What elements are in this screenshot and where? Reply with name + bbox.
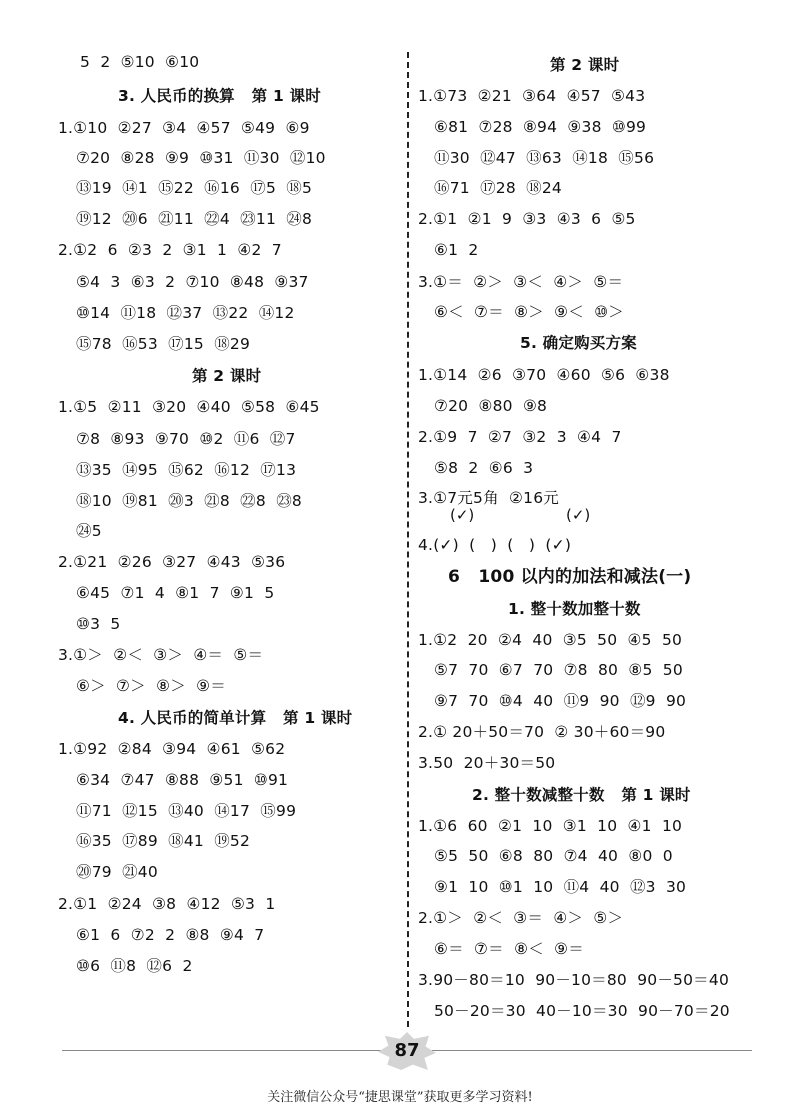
- answer-line: ⑨1 10 ⑩1 10 ⑪4 40 ⑫3 30: [434, 878, 687, 896]
- answer-line: ⑬35 ⑭95 ⑮62 ⑯12 ⑰13: [76, 461, 297, 479]
- column-divider: [407, 52, 409, 1027]
- answer-line: 3.①＞ ②＜ ③＞ ④＝ ⑤＝: [58, 646, 264, 664]
- section-heading: 第 2 课时: [192, 367, 262, 385]
- footer-note: 关注微信公众号“捷思课堂”获取更多学习资料!: [267, 1090, 533, 1105]
- answer-line: ⑯35 ⑰89 ⑱41 ⑲52: [76, 832, 251, 850]
- footer-rule-right: [432, 1050, 752, 1051]
- answer-line: 1.①73 ②21 ③64 ④57 ⑤43: [418, 87, 646, 105]
- answer-line: ⑤5 50 ⑥8 80 ⑦4 40 ⑧0 0: [434, 847, 673, 865]
- answer-line: 4.(✓) ( ) ( ) (✓): [418, 536, 572, 554]
- answer-line: 2.① 20＋50＝70 ② 30＋60＝90: [418, 723, 666, 741]
- answer-line: ⑩14 ⑪18 ⑫37 ⑬22 ⑭12: [76, 304, 295, 322]
- chapter-heading: 6 100 以内的加法和减法(一): [448, 567, 692, 587]
- section-heading: 4. 人民币的简单计算 第 1 课时: [118, 709, 353, 727]
- answer-line: ⑦8 ⑧93 ⑨70 ⑩2 ⑪6 ⑫7: [76, 430, 296, 448]
- answer-line: ⑦20 ⑧28 ⑨9 ⑩31 ⑪30 ⑫10: [76, 149, 326, 167]
- answer-line: ⑤4 3 ⑥3 2 ⑦10 ⑧48 ⑨37: [76, 273, 309, 291]
- answer-line: ⑦20 ⑧80 ⑨8: [434, 397, 548, 415]
- answer-line: 3.50 20＋30＝50: [418, 754, 556, 772]
- answer-line: ⑳79 ㉑40: [76, 863, 158, 881]
- answer-line: 1.①5 ②11 ③20 ④40 ⑤58 ⑥45: [58, 398, 320, 416]
- answer-line: 2.①1 ②1 9 ③3 ④3 6 ⑤5: [418, 210, 636, 228]
- answer-line: ㉔5: [76, 522, 102, 540]
- answer-line: ⑥45 ⑦1 4 ⑧1 7 ⑨1 5: [76, 584, 275, 602]
- answer-line: 3.90－80＝10 90－10＝80 90－50＝40: [418, 971, 730, 989]
- answer-line: 2.①2 6 ②3 2 ③1 1 ④2 7: [58, 241, 282, 259]
- answer-line: ⑤8 2 ⑥6 3: [434, 459, 534, 477]
- answer-line: ⑥＝ ⑦＝ ⑧＜ ⑨＝: [434, 940, 584, 958]
- answer-line: 5 2 ⑤10 ⑥10: [80, 53, 200, 71]
- section-heading: 5. 确定购买方案: [520, 334, 637, 352]
- section-heading: 2. 整十数减整十数 第 1 课时: [472, 786, 691, 804]
- answer-line: ⑱10 ⑲81 ⑳3 ㉑8 ㉒8 ㉓8: [76, 492, 302, 510]
- answer-line: 3.①＝ ②＞ ③＜ ④＞ ⑤＝: [418, 273, 624, 291]
- answer-line: ⑩3 5: [76, 615, 121, 633]
- checkmark: (✓): [450, 506, 475, 524]
- answer-line: 1.①92 ②84 ③94 ④61 ⑤62: [58, 740, 286, 758]
- answer-line: ⑥＞ ⑦＞ ⑧＞ ⑨＝: [76, 677, 226, 695]
- answer-line: ⑪30 ⑫47 ⑬63 ⑭18 ⑮56: [434, 149, 655, 167]
- answer-line: 2.①1 ②24 ③8 ④12 ⑤3 1: [58, 895, 276, 913]
- answer-line: ⑥＜ ⑦＝ ⑧＞ ⑨＜ ⑩＞: [434, 303, 624, 321]
- answer-line: 1.①2 20 ②4 40 ③5 50 ④5 50: [418, 631, 683, 649]
- answer-line: ⑮78 ⑯53 ⑰15 ⑱29: [76, 335, 251, 353]
- section-heading: 1. 整十数加整十数: [508, 600, 641, 618]
- answer-line: ⑥1 6 ⑦2 2 ⑧8 ⑨4 7: [76, 926, 265, 944]
- answer-line: 2.①9 7 ②7 ③2 3 ④4 7: [418, 428, 622, 446]
- answer-line: ⑥1 2: [434, 241, 479, 259]
- section-heading: 3. 人民币的换算 第 1 课时: [118, 87, 321, 105]
- answer-line: 3.①7元5角 ②16元: [418, 489, 559, 507]
- section-heading: 第 2 课时: [550, 56, 620, 74]
- answer-line: ⑩6 ⑪8 ⑫6 2: [76, 957, 193, 975]
- answer-line: 50－20＝30 40－10＝30 90－70＝20: [434, 1002, 730, 1020]
- answer-line: 1.①6 60 ②1 10 ③1 10 ④1 10: [418, 817, 683, 835]
- answer-line: ⑤7 70 ⑥7 70 ⑦8 80 ⑧5 50: [434, 661, 683, 679]
- answer-line: 2.①＞ ②＜ ③＝ ④＞ ⑤＞: [418, 909, 624, 927]
- page-number: 87: [394, 1040, 420, 1061]
- answer-line: ⑯71 ⑰28 ⑱24: [434, 179, 562, 197]
- checkmark: (✓): [566, 506, 591, 524]
- answer-line: ⑪71 ⑫15 ⑬40 ⑭17 ⑮99: [76, 802, 297, 820]
- answer-line: ⑲12 ⑳6 ㉑11 ㉒4 ㉓11 ㉔8: [76, 210, 313, 228]
- answer-line: ⑬19 ⑭1 ⑮22 ⑯16 ⑰5 ⑱5: [76, 179, 313, 197]
- answer-line: 1.①14 ②6 ③70 ④60 ⑤6 ⑥38: [418, 366, 670, 384]
- answer-line: ⑥34 ⑦47 ⑧88 ⑨51 ⑩91: [76, 771, 289, 789]
- answer-line: 1.①10 ②27 ③4 ④57 ⑤49 ⑥9: [58, 119, 310, 137]
- answer-line: ⑨7 70 ⑩4 40 ⑪9 90 ⑫9 90: [434, 692, 687, 710]
- answer-line: 2.①21 ②26 ③27 ④43 ⑤36: [58, 553, 286, 571]
- answer-line: ⑥81 ⑦28 ⑧94 ⑨38 ⑩99: [434, 118, 647, 136]
- footer-rule-left: [62, 1050, 382, 1051]
